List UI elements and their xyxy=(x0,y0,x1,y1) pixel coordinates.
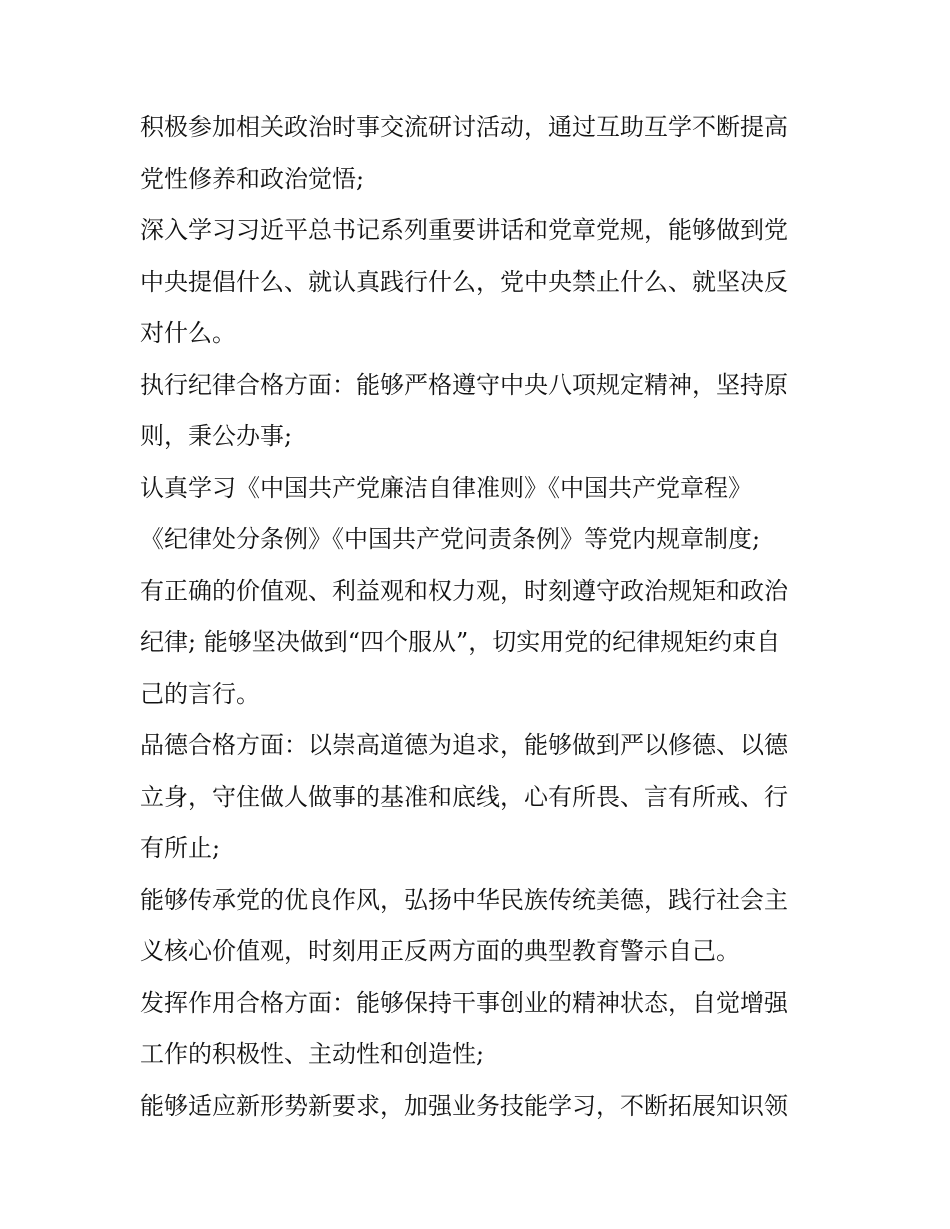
text-line: 发挥作用合格方面：能够保持干事创业的精神状态，自觉增强 xyxy=(140,988,788,1017)
text-line: 立身，守住做人做事的基准和底线，心有所畏、言有所戒、行 xyxy=(140,782,788,811)
body-text xyxy=(140,102,820,1132)
text-line: 有正确的价值观、利益观和权力观，时刻遵守政治规矩和政治 xyxy=(140,576,788,605)
text-line: 则，秉公办事; xyxy=(140,422,293,450)
text-line: 能够传承党的优良作风，弘扬中华民族传统美德，践行社会主 xyxy=(140,885,788,914)
text-line: 义核心价值观，时刻用正反两方面的典型教育警示自己。 xyxy=(140,937,740,965)
text-line: 党性修养和政治觉悟; xyxy=(140,164,365,193)
text-line: 深入学习习近平总书记系列重要讲话和党章党规，能够做到党 xyxy=(140,216,788,244)
text-line: 纪律; 能够坚决做到“四个服从”，切实用党的纪律规矩约束自 xyxy=(140,628,781,656)
text-line: 积极参加相关政治时事交流研讨活动，通过互助互学不断提高 xyxy=(140,113,788,141)
text-line: 执行纪律合格方面：能够严格遵守中央八项规定精神，坚持原 xyxy=(140,370,788,399)
text-line: 工作的积极性、主动性和创造性; xyxy=(140,1040,485,1068)
text-line: 有所止; xyxy=(140,834,221,862)
text-line: 对什么。 xyxy=(140,319,236,347)
text-line: 《纪律处分条例》《中国共产党问责条例》等党内规章制度; xyxy=(140,525,761,553)
text-line: 品德合格方面：以崇高道德为追求，能够做到严以修德、以德 xyxy=(140,731,788,759)
text-line: 能够适应新形势新要求，加强业务技能学习，不断拓展知识领 xyxy=(140,1091,788,1120)
text-line: 认真学习《中国共产党廉洁自律准则》《中国共产党章程》 xyxy=(140,473,752,502)
text-line: 中央提倡什么、就认真践行什么，党中央禁止什么、就坚决反 xyxy=(140,267,788,296)
text-line: 己的言行。 xyxy=(140,679,260,708)
